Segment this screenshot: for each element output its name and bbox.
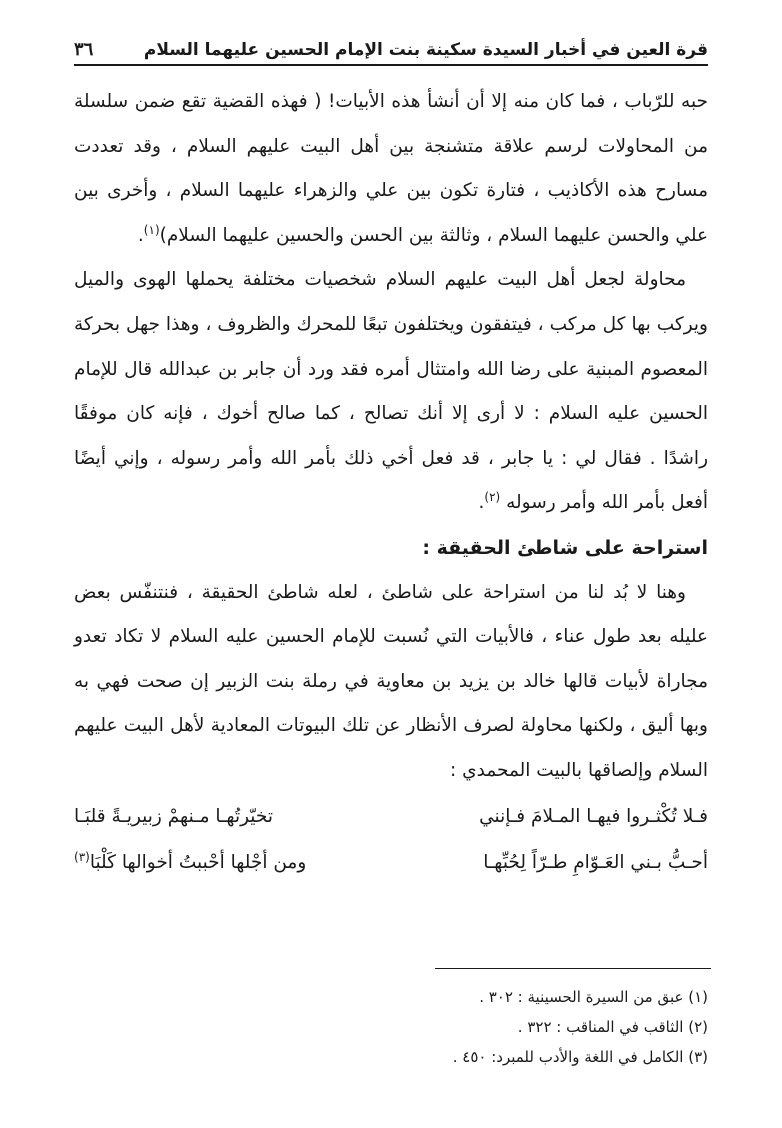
- paragraph-2: محاولة لجعل أهل البيت عليهم السلام شخصيات مختلفة يحملها الهوى والميل ويركب بها كل مركب ، فيتفقون ويختلفون تبعًا للمحرك والظروف ، وهذا جهل بحركة المعصوم المبنية على رضا الله وامتثال أمره فقد ورد أن جابر بن عبدالله قال للإمام الحسين عليه السلام : لا أرى إلا أنك تصالح ، كما صالح أخوك ، فإنه كان موفقًا راشدًا . فقال لي : يا جابر ، قد فعل أخي ذلك بأمر الله وأمر رسوله ، وإني أيضًا أفعل بأمر الله وأمر رسوله $^{(٢)}$.: [74, 269, 708, 514]
- footnote-ref-1: (١): [143, 222, 160, 237]
- page-number: ٣٦: [74, 39, 94, 60]
- footnote-divider: [435, 968, 711, 969]
- verse-2-second-hemistich: [74, 840, 378, 886]
- verse-2: [74, 840, 708, 886]
- verse-1-first-hemistich: فـلا تُكْثـروا فيهـا المـلامَ فـإنني: [479, 805, 708, 827]
- footnote-2: (٢) الثاقب في المناقب : ٣٢٢ .: [517, 1018, 708, 1036]
- footnote-3: (٣) الكامل في اللغة والأدب للمبرد: ٤٥٠ .: [452, 1048, 708, 1066]
- paragraph-1: حبه للرّباب ، فما كان منه إلا أن أنشأ هذه الأبيات! ( فهذه القضية تقع ضمن سلسلة من المحاولات لرسم علاقة متشنجة بين أهل البيت عليهم السلام ، وقد تعددت مسارح هذه الأكاذيب ، فتارة تكون بين علي والزهراء عليهما السلام ، وأخرى بين علي والحسن عليهما السلام ، وثالثة بين الحسن والحسين عليهما السلام)$^{(١)}$.: [74, 91, 708, 246]
- footnote-1: (١) عبق من السيرة الحسينية : ٣٠٢ .: [479, 988, 708, 1006]
- footnote-ref-3: (٣): [74, 849, 90, 864]
- page-header: [74, 26, 708, 66]
- paragraph-2-text: محاولة لجعل أهل البيت عليهم السلام شخصيات مختلفة يحملها الهوى والميل ويركب بها كل مركب ، فيتفقون ويختلفون تبعًا للمحرك والظروف ، وهذا جهل بحركة المعصوم المبنية على رضا الله وامتثال أمره فقد ورد أن جابر بن عبدالله قال للإمام الحسين عليه السلام : لا أرى إلا أنك تصالح ، كما صالح أخوك ، فإنه كان موفقًا راشدًا . فقال لي : يا جابر ، قد فعل أخي ذلك بأمر الله وأمر رسوله ، وإني أيضًا أفعل بأمر الله وأمر رسوله: [74, 269, 708, 514]
- page-body: [74, 80, 708, 886]
- verse-1: [74, 794, 708, 840]
- paragraph-1-text: حبه للرّباب ، فما كان منه إلا أن أنشأ هذه الأبيات! ( فهذه القضية تقع ضمن سلسلة من المحاولات لرسم علاقة متشنجة بين أهل البيت عليهم السلام ، وقد تعددت مسارح هذه الأكاذيب ، فتارة تكون بين علي والزهراء عليهما السلام ، وأخرى بين علي والحسن عليهما السلام ، وثالثة بين الحسن والحسين عليهما السلام): [74, 91, 708, 246]
- footnotes: [188, 982, 708, 1072]
- running-title: قرة العين في أخبار السيدة سكينة بنت الإمام الحسين عليهما السلام: [143, 40, 708, 60]
- footnote-ref-2: (٢): [484, 490, 501, 505]
- verse-2-first-hemistich: أحـبُّ بـني العَـوّامِ طـرّاً لِحُبِّهـا: [483, 851, 708, 873]
- verse-1-second-hemistich: تخيّرتُهـا مـنهمْ زبيريـةً قلبَـا: [74, 805, 273, 827]
- poem: [74, 794, 708, 886]
- paragraph-3: وهنا لا بُد لنا من استراحة على شاطئ ، لعله شاطئ الحقيقة ، فنتنفّس بعض عليله بعد طول عناء ، فالأبيات التي نُسبت للإمام الحسين عليه السلام لا تكاد تعدو مجاراة لأبيات قالها خالد بن يزيد بن معاوية في رملة بنت الزبير إن صحت فهي به وبها أليق ، ولكنها محاولة لصرف الأنظار عن تلك البيوتات المعادية لأهل البيت عليهم السلام وإلصاقها بالبيت المحمدي :: [74, 581, 708, 781]
- section-heading: استراحة على شاطئ الحقيقة :: [422, 536, 708, 559]
- verse-2-second-text: ومن أجْلها أحْببتُ أخوالها كَلْبَا: [89, 851, 307, 873]
